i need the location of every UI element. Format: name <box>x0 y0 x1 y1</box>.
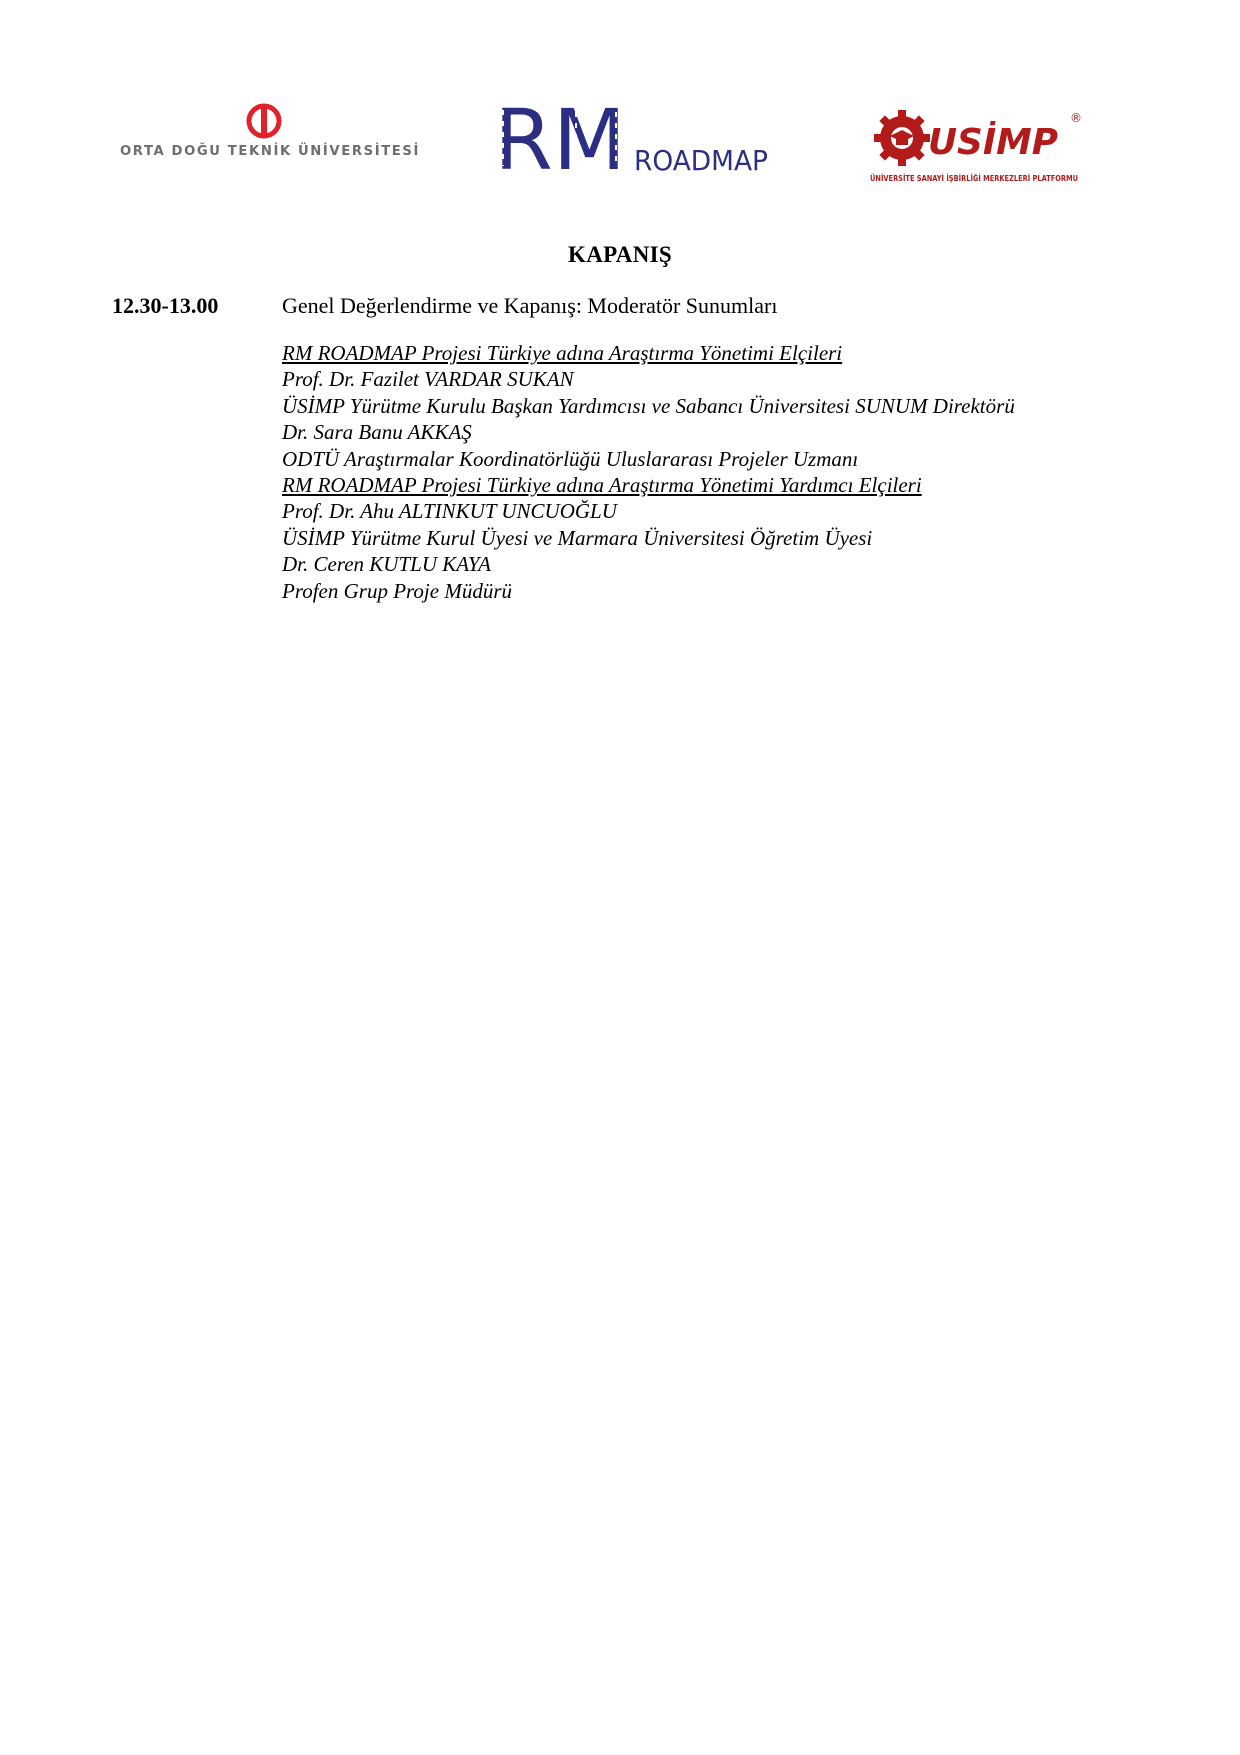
registered-mark-icon: ® <box>1070 111 1082 125</box>
usimp-logo <box>870 104 1121 186</box>
moderator-list <box>282 340 1015 604</box>
session-title: Genel Değerlendirme ve Kapanış: Moderatör Sunumları <box>282 293 778 318</box>
person-name: Prof. Dr. Fazilet VARDAR SUKAN <box>282 367 574 392</box>
person-name: Dr. Sara Banu AKKAŞ <box>282 420 472 445</box>
person-name: Dr. Ceren KUTLU KAYA <box>282 552 491 577</box>
roadmap-logo <box>494 91 784 189</box>
person-affiliation: Profen Grup Proje Müdürü <box>282 578 513 603</box>
usimp-logo-word: USİMP <box>928 122 1059 163</box>
person-name: Prof. Dr. Ahu ALTINKUT UNCUOĞLU <box>282 499 617 524</box>
role-heading: RM ROADMAP Projesi Türkiye adına Araştırma Yönetimi Yardımcı Elçileri <box>282 473 922 498</box>
section-title: KAPANIŞ <box>568 242 672 267</box>
gear-icon <box>874 110 930 166</box>
session-time: 12.30-13.00 <box>112 293 219 318</box>
person-affiliation: ÜSİMP Yürütme Kurul Üyesi ve Marmara Üniversitesi Öğretim Üyesi <box>282 525 873 550</box>
role-heading: RM ROADMAP Projesi Türkiye adına Araştırma Yönetimi Elçileri <box>282 341 843 365</box>
person-affiliation: ÜSİMP Yürütme Kurulu Başkan Yardımcısı ve Sabancı Üniversitesi SUNUM Direktörü <box>282 393 1015 418</box>
roadmap-logo-rm: RM <box>494 91 626 189</box>
odtu-emblem-icon <box>119 103 421 163</box>
person-affiliation: ODTÜ Araştırmalar Koordinatörlüğü Uluslararası Projeler Uzmanı <box>282 446 859 471</box>
odtu-logo <box>119 103 421 163</box>
usimp-logo-subtitle: ÜNİVERSİTE SANAYİ İŞBİRLİĞİ MERKEZLERİ PLATFORMU <box>870 174 1121 183</box>
odtu-logo-text: ORTA DOĞU TEKNİK ÜNİVERSİTESİ <box>119 144 421 159</box>
roadmap-logo-word: ROADMAP <box>634 144 768 177</box>
